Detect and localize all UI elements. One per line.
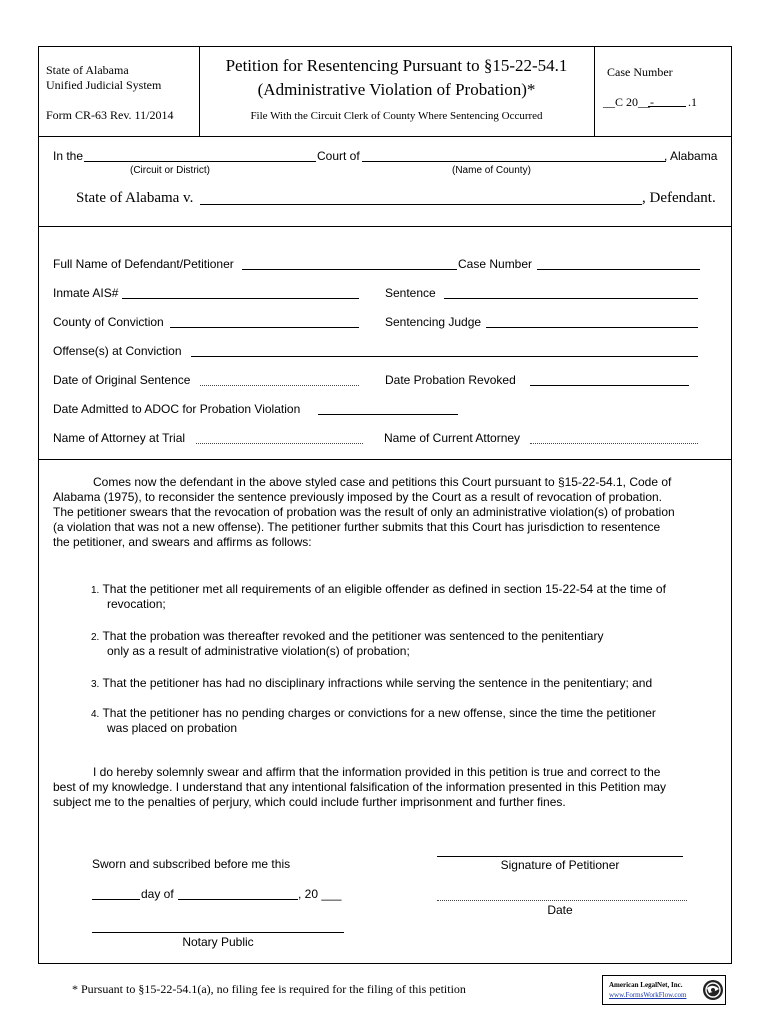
publisher-url[interactable]: www.FormsWorkFlow.com (609, 991, 687, 999)
day-input[interactable] (92, 899, 140, 900)
county-conviction-input[interactable] (170, 327, 359, 328)
case-number-label: Case Number (607, 65, 673, 79)
list-item (91, 581, 666, 599)
alabama-label: , Alabama (664, 149, 718, 163)
full-name-input[interactable] (242, 269, 457, 270)
offenses-input[interactable] (191, 356, 698, 357)
date-original-sentence-label: Date of Original Sentence (53, 373, 191, 387)
inmate-ais-label: Inmate AIS# (53, 286, 119, 300)
publisher-badge (602, 975, 726, 1005)
county-hint: (Name of County) (452, 165, 531, 176)
field-case-number-label: Case Number (458, 257, 533, 271)
form-title-line2: (Administrative Violation of Probation)* (257, 80, 536, 99)
intro-line-3: The petitioner swears that the revocation of probation was the result of only an administrative violation(s) of probation (53, 505, 675, 519)
sentence-label: Sentence (385, 286, 436, 300)
defendant-name-input[interactable] (200, 204, 642, 205)
globe-logo-icon (702, 979, 724, 1001)
date-probation-revoked-input[interactable] (530, 385, 689, 386)
year-label: , 20 ___ (298, 887, 342, 901)
filing-fee-note: * Pursuant to §15-22-54.1(a), no filing fee is required for the filing of this petition (72, 982, 466, 996)
sentence-input[interactable] (444, 298, 698, 299)
attorney-trial-label: Name of Attorney at Trial (53, 431, 186, 445)
attorney-trial-input[interactable] (196, 443, 363, 444)
list-item-number: 4. (91, 709, 100, 720)
court-of-label: Court of (317, 149, 360, 163)
caption-bottom-rule (38, 226, 732, 227)
intro-line-4: (a violation that was not a new offense). The petitioner further submits that this Court has jurisdiction to resentence (53, 520, 661, 534)
list-item (91, 675, 652, 693)
list-item-continuation: only as a result of administrative violation(s) of probation; (107, 644, 410, 658)
form-title-line1: Petition for Resentencing Pursuant to §15-22-54.1 (225, 56, 568, 75)
offenses-label: Offense(s) at Conviction (53, 344, 182, 358)
sentencing-judge-input[interactable] (486, 327, 698, 328)
full-name-label: Full Name of Defendant/Petitioner (53, 257, 234, 271)
oath-line-3: subject me to the penalties of perjury, which could include further imprisonment and further fines. (53, 795, 566, 809)
circuit-district-hint: (Circuit or District) (130, 165, 210, 176)
list-item-text: That the probation was thereafter revoked and the petitioner was sentenced to the penitentiary (102, 629, 604, 643)
file-with-instruction: File With the Circuit Clerk of County Where Sentencing Occurred (250, 110, 543, 122)
county-conviction-label: County of Conviction (53, 315, 164, 329)
judicial-system: Unified Judicial System (46, 78, 162, 92)
notary-label: Notary Public (182, 935, 254, 949)
list-item-text: That the petitioner has no pending charges or convictions for a new offense, since the time the petitioner (102, 706, 656, 720)
signature-petitioner-input[interactable] (437, 856, 683, 857)
case-number-suffix: .1 (688, 95, 697, 109)
intro-line-2: Alabama (1975), to reconsider the sentence previously imposed by the Court as a result of revocation of probation. (53, 490, 663, 504)
case-number-input[interactable] (648, 106, 686, 107)
county-name-input[interactable] (362, 161, 666, 162)
in-the-label: In the (53, 149, 84, 163)
publisher-name: American LegalNet, Inc. (609, 981, 683, 989)
signature-petitioner-label: Signature of Petitioner (500, 858, 620, 872)
date-label: Date (547, 903, 573, 917)
list-item-continuation: revocation; (107, 597, 166, 611)
list-item-text: That the petitioner has had no disciplinary infractions while serving the sentence in the penitentiary; and (102, 676, 653, 690)
oath-line-2: best of my knowledge. I understand that any intentional falsification of the information presented in this Petition may (53, 780, 667, 794)
field-case-number-input[interactable] (537, 269, 700, 270)
notary-signature-input[interactable] (92, 932, 344, 933)
fields-bottom-rule (38, 459, 732, 460)
list-item-text: That the petitioner met all requirements of an eligible offender as defined in section 15-22-54 at the time of (102, 582, 666, 596)
state-name: State of Alabama (46, 63, 129, 77)
date-original-sentence-input[interactable] (200, 385, 359, 386)
intro-line-5: the petitioner, and swears and affirms as follows: (53, 535, 312, 549)
state-v-label: State of Alabama v. (76, 190, 194, 206)
list-item-number: 2. (91, 632, 100, 643)
list-item-continuation: was placed on probation (107, 721, 238, 735)
sworn-label: Sworn and subscribed before me this (92, 857, 291, 871)
date-probation-revoked-label: Date Probation Revoked (385, 373, 516, 387)
circuit-or-district-input[interactable] (84, 161, 316, 162)
form-id: Form CR-63 Rev. 11/2014 (46, 108, 174, 122)
sentencing-judge-label: Sentencing Judge (385, 315, 482, 329)
oath-line-1: I do hereby solemnly swear and affirm that the information provided in this petition is true and correct to the (93, 765, 661, 779)
month-input[interactable] (178, 899, 298, 900)
day-of-label: day of (141, 887, 174, 901)
current-attorney-input[interactable] (530, 443, 698, 444)
current-attorney-label: Name of Current Attorney (384, 431, 521, 445)
intro-line-1: Comes now the defendant in the above styled case and petitions this Court pursuant to §15-22-54.1, Code of (93, 475, 672, 489)
list-item-number: 3. (91, 679, 100, 690)
header-divider-right (594, 46, 595, 136)
inmate-ais-input[interactable] (122, 298, 359, 299)
defendant-label: , Defendant. (642, 190, 716, 206)
case-number-prefix: __C 20__- (603, 95, 654, 109)
date-input[interactable] (437, 900, 687, 901)
date-admitted-input[interactable] (318, 414, 458, 415)
header-bottom-rule (38, 136, 732, 137)
list-item-number: 1. (91, 585, 100, 596)
date-admitted-label: Date Admitted to ADOC for Probation Violation (53, 402, 301, 416)
